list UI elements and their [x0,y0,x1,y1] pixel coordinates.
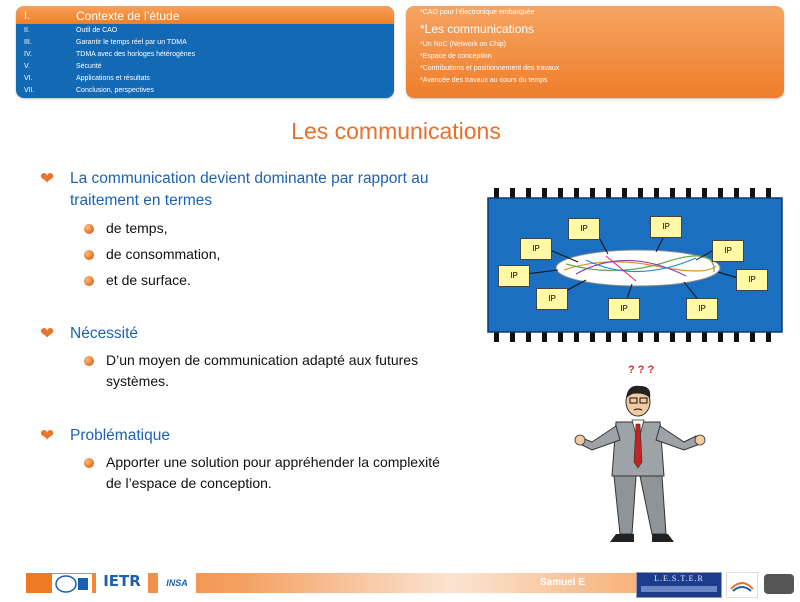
chip-drawing [486,186,784,344]
outline-item-number: V. [24,63,30,70]
bullet-line: traitement en termes [70,192,213,209]
insa-logo: INSA [158,573,196,593]
section-subitem[interactable]: *Contributions et positionnement des travaux [420,65,560,72]
sub-bullet-surface [106,270,191,291]
section-current-item[interactable]: *Les communications [420,22,535,36]
section-prev-item[interactable]: *CAO pour l’électronique embarquée [420,9,535,16]
outline-item-label: Outil de CAO [76,27,118,34]
outline-item-6[interactable] [16,73,394,85]
noc-chip-diagram [486,186,784,344]
heart-bullet-icon: ❤ [40,324,55,343]
sub-bullet-line: Apporter une solution pour appréhender la complexité [106,454,440,470]
lester-logo-text: L.E.S.T.E.R [654,574,704,583]
outline-item-label: Contexte de l’étude [76,9,180,23]
outline-item-label: Sécurité [76,63,102,70]
ip-block: IP [536,288,568,310]
bullet-line: La communication devient dominante par rapport au [70,170,429,187]
ip-block: IP [686,298,718,320]
ip-block: IP [608,298,640,320]
ip-block: IP [736,269,768,291]
section-subitem[interactable]: *Avancée des travaux au cours du temps [420,77,548,84]
man-drawing [572,364,708,548]
outline-item-label: Garantir le temps réel par un TDMA [76,39,187,46]
cnrs-logo [52,574,92,594]
outline-item-number: II. [24,27,30,34]
lester-logo [636,572,722,598]
outline-item-3[interactable] [16,37,394,49]
outline-item-2[interactable] [16,25,394,37]
heart-bullet-icon: ❤ [40,426,55,445]
round-bullet-icon [84,356,94,366]
ip-block: IP [498,265,530,287]
round-bullet-icon [84,250,94,260]
ubs-logo-mark [727,573,757,597]
outline-panel [16,6,394,98]
sub-bullet-solution [106,452,440,494]
round-bullet-icon [84,276,94,286]
outline-item-number: VI. [24,75,33,82]
sub-bullet-line: D’un moyen de communication adapté aux futures [106,352,419,368]
sub-bullet-consumption [106,244,220,265]
footer-author: Samuel E [540,577,586,588]
ip-block: IP [520,238,552,260]
sub-bullet-line: de consommation, [106,246,221,262]
ubs-logo [726,572,758,598]
heart-bullet-icon: ❤ [40,169,55,188]
confused-man-illustration [572,364,708,548]
bullet-line: Nécessité [70,325,139,342]
footer-square [26,573,52,593]
sub-bullet-line: de temps, [106,220,168,236]
sub-bullet-line: et de surface. [106,272,191,288]
cnrs-logo-mark [52,574,92,594]
outline-item-number: IV. [24,51,32,58]
slide-nav-button[interactable] [764,574,794,594]
outline-item-label: Conclusion, perspectives [76,87,154,94]
ietr-logo: IETR [96,571,148,593]
ip-block: IP [712,240,744,262]
outline-item-number: VII. [24,87,35,94]
round-bullet-icon [84,224,94,234]
ip-block: IP [568,218,600,240]
question-marks: ? ? ? [628,364,655,376]
outline-item-4[interactable] [16,49,394,61]
bullet-line: Problématique [70,427,170,444]
bullet-communication [40,168,429,212]
slide-title: Les communications [291,118,501,144]
outline-item-number: I. [24,10,31,22]
round-bullet-icon [84,458,94,468]
sub-bullet-line: de l’espace de conception. [106,475,272,491]
section-subitem[interactable]: *Espace de conception [420,53,492,60]
outline-item-7[interactable] [16,85,394,97]
outline-item-number: III. [24,39,32,46]
bullet-necessity [40,323,139,345]
section-panel [406,6,784,98]
bullet-problem [40,425,170,447]
ip-block: IP [650,216,682,238]
sub-bullet-line: systèmes. [106,373,170,389]
outline-item-label: Applications et résultats [76,75,150,82]
lester-logo-bar [641,586,717,592]
outline-item-5[interactable] [16,61,394,73]
sub-bullet-time [106,218,167,239]
section-subitem[interactable]: *Un NoC (Network on Chip) [420,41,506,48]
outline-item-label: TDMA avec des horloges hétérogènes [76,51,196,58]
sub-bullet-means [106,350,418,392]
outline-item-1[interactable] [16,6,394,24]
